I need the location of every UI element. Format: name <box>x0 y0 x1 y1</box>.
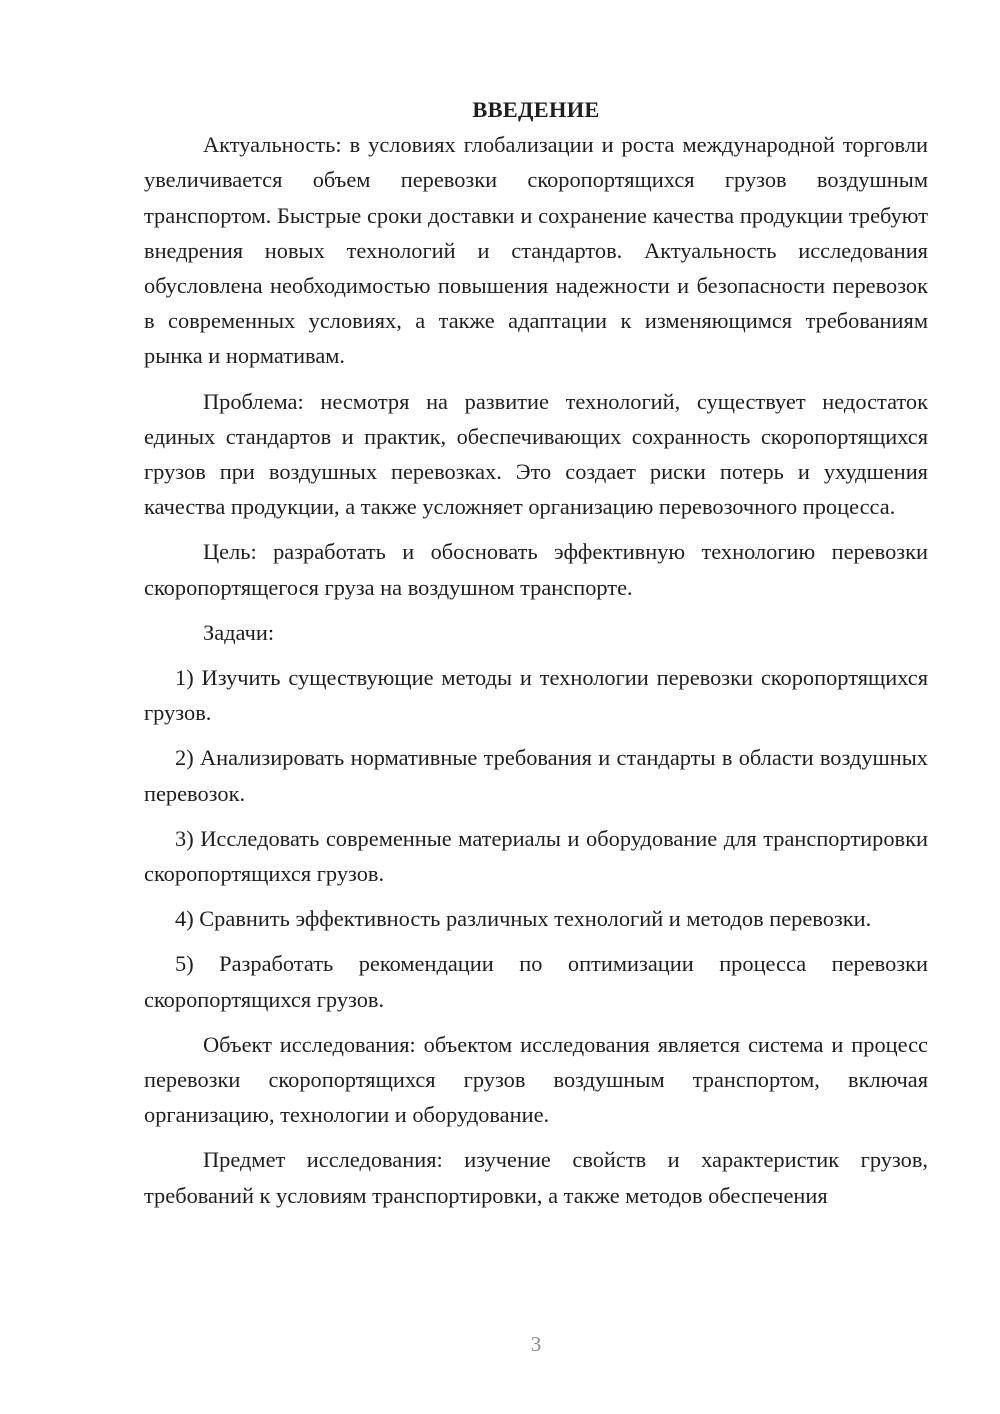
task-item-5: 5) Разработать рекомендации по оптимизации процесса перевозки скоропортящихся грузов. <box>144 951 928 1012</box>
goal-paragraph: Цель: разработать и обосновать эффективную технологию перевозки скоропортящегося груза на воздушном транспорте. <box>144 539 928 600</box>
task-item-4: 4) Сравнить эффективность различных технологий и методов перевозки. <box>175 906 872 932</box>
task-item-2: 2) Анализировать нормативные требования и стандарты в области воздушных перевозок. <box>144 745 928 806</box>
page-number: 3 <box>530 1332 542 1356</box>
relevance-paragraph: Актуальность: в условиях глобализации и роста международной торговли увеличивается объем перевозки скоропортящихся грузов воздушным транспортом. Быстрые сроки доставки и сохранение качества продукции требуют внедрения новых технологий и стандартов. Актуальность исследования обусловлена необходимостью повышения надежности и безопасности перевозок в современных условиях, а также адаптации к изменяющимся требованиям рынка и нормативам. <box>144 132 928 369</box>
page-title: ВВЕДЕНИЕ <box>472 97 600 122</box>
object-paragraph: Объект исследования: объектом исследования является система и процесс перевозки скоропортящихся грузов воздушным транспортом, включая организацию, технологии и оборудование. <box>144 1031 928 1128</box>
page-content <box>144 92 928 1213</box>
tasks-heading: Задачи: <box>203 619 275 645</box>
task-item-3: 3) Исследовать современные материалы и оборудование для транспортировки скоропортящихся грузов. <box>144 825 928 887</box>
task-item-1: 1) Изучить существующие методы и технологии перевозки скоропортящихся грузов. <box>144 665 928 726</box>
problem-paragraph: Проблема: несмотря на развитие технологий, существует недостаток единых стандартов и практик, обеспечивающих сохранность скоропортящихся грузов при воздушных перевозках. Это создает риски потерь и ухудшения качества продукции, а также усложняет организацию перевозочного процесса. <box>144 388 928 520</box>
subject-paragraph: Предмет исследования: изучение свойств и характеристик грузов, требований к условиям транспортировки, а также методов обеспечения <box>144 1147 928 1208</box>
